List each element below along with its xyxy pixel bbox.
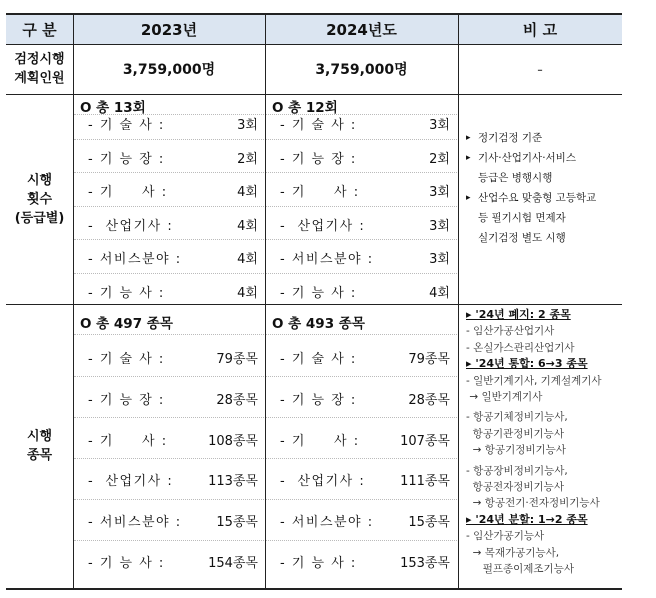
bullet-icon (466, 208, 478, 228)
list-item (88, 114, 258, 133)
item-label: - 기 능 사 : (280, 285, 357, 301)
item-divider (266, 172, 459, 173)
item-divider (266, 499, 459, 500)
remark-line: - 일반기계기사, 기계설계기사 (466, 374, 602, 387)
bullet-icon: ▸ (466, 133, 471, 143)
planned-label-line1: 검정시행 (14, 52, 65, 67)
item-value-2023: 4회 (237, 252, 258, 267)
item-value-2024: 79종목 (408, 352, 450, 367)
item-divider (266, 376, 459, 377)
row-divider (6, 94, 622, 95)
header-2024: 2024년도 (265, 14, 458, 44)
row-divider (6, 304, 622, 305)
item-divider (74, 139, 266, 140)
list-item (280, 114, 450, 133)
item-value-2024: 153종목 (400, 556, 450, 571)
item-label: - 서비스분야 : (88, 515, 182, 531)
item-label: - 기 술 사 : (88, 118, 165, 133)
item-value-2024: 2회 (429, 151, 450, 167)
planned-2023: 3,759,000명 (122, 62, 216, 78)
list-item (280, 552, 450, 571)
item-value-2023: 28종목 (216, 392, 258, 408)
sessions-label (6, 94, 73, 304)
remark-line (466, 128, 622, 148)
item-value-2023: 3회 (237, 118, 258, 133)
remark-line (466, 208, 622, 228)
item-label: - 기 능 사 : (88, 556, 165, 571)
item-label: - 산업기사 : (88, 474, 174, 490)
item-divider (266, 540, 459, 541)
list-item (280, 282, 450, 301)
remark-line: - 임산가공산업기사 (466, 325, 555, 338)
item-divider (74, 172, 266, 173)
header-remarks: 비 고 (458, 14, 622, 44)
remark-text: 실기검정 별도 시행 (478, 232, 566, 244)
heading-divider (266, 334, 459, 335)
list-item (280, 348, 450, 367)
sessions-total-2024: O 총 12회 (272, 100, 338, 116)
item-label: - 기 술 사 : (88, 352, 165, 367)
bullet-icon: ▸ (466, 193, 471, 203)
remark-line (466, 168, 622, 188)
item-divider (74, 540, 266, 541)
item-divider (74, 376, 266, 377)
remark-line: - 항공장비정비기능사, (466, 464, 568, 477)
list-item (88, 215, 258, 234)
remark-line (466, 228, 622, 248)
list-item (280, 181, 450, 200)
list-item (88, 181, 258, 200)
col-divider (458, 14, 459, 588)
item-divider (266, 139, 459, 140)
item-divider (74, 206, 266, 207)
subjects-label-line2: 종목 (26, 448, 53, 463)
item-divider (266, 206, 459, 207)
item-value-2024: 3회 (429, 185, 450, 200)
remark-line: 항공기관정비기능사 (466, 427, 564, 440)
list-item (280, 148, 450, 167)
row-divider (6, 44, 622, 45)
list-item (88, 282, 258, 301)
item-value-2023: 154종목 (208, 556, 258, 571)
subjects-remarks (466, 307, 622, 578)
remark-text: 기사·산업기사·서비스 (478, 152, 576, 164)
item-divider (266, 273, 459, 274)
bullet-icon: ▸ (466, 153, 471, 163)
planned-label-line2: 계획인원 (14, 71, 65, 86)
list-item (280, 511, 450, 530)
item-value-2024: 3회 (429, 252, 450, 267)
item-value-2024: 111종목 (400, 474, 450, 490)
bullet-icon (466, 228, 478, 248)
item-value-2023: 113종목 (208, 474, 258, 490)
item-divider (74, 239, 266, 240)
item-divider (266, 417, 459, 418)
remark-line: - 임산가공기능사 (466, 530, 545, 543)
subjects-label (6, 304, 73, 588)
remark-line: → 항공전기·전자정비기능사 (466, 497, 600, 510)
item-label: - 산업기사 : (88, 218, 174, 234)
item-value-2024: 28종목 (408, 392, 450, 408)
remark-line: - 온실가스관리산업기사 (466, 341, 575, 354)
item-value-2024: 3회 (429, 218, 450, 234)
item-value-2023: 4회 (237, 285, 258, 301)
table-top-border (6, 13, 622, 15)
item-label: - 산업기사 : (280, 474, 366, 490)
sessions-label-line1: 시행 (26, 172, 53, 188)
sessions-total-2023: O 총 13회 (80, 100, 146, 116)
heading-divider (74, 334, 266, 335)
item-label: - 기 사 : (280, 185, 360, 200)
item-label: - 서비스분야 : (88, 252, 182, 267)
remark-line: → 일반기계기사 (466, 391, 543, 404)
item-value-2023: 2회 (237, 151, 258, 167)
item-value-2024: 4회 (429, 285, 450, 301)
item-label: - 기 사 : (88, 433, 168, 449)
item-value-2023: 79종목 (216, 352, 258, 367)
remark-heading: ▸ '24년 통합: 6→3 종목 (466, 357, 588, 371)
planned-2024: 3,759,000명 (315, 62, 408, 78)
subjects-label-line1: 시행 (26, 429, 53, 444)
item-value-2024: 15종목 (408, 515, 450, 531)
remark-heading: ▸ '24년 폐지: 2 종목 (466, 308, 571, 321)
remark-line: - 항공기체정비기능사, (466, 411, 568, 424)
list-item (88, 389, 258, 408)
list-item (280, 215, 450, 234)
list-item (280, 470, 450, 489)
remark-line (466, 188, 622, 208)
remark-text: 등 필기시험 면제자 (478, 212, 566, 224)
header-2023: 2023년 (73, 14, 265, 44)
sessions-label-line3: (등급별) (14, 210, 65, 226)
table-bottom-border (6, 588, 622, 590)
list-item (88, 348, 258, 367)
bullet-icon (466, 168, 478, 188)
item-label: - 기 능 장 : (88, 392, 165, 408)
item-value-2023: 4회 (237, 185, 258, 200)
item-label: - 기 능 장 : (88, 151, 165, 167)
item-divider (266, 239, 459, 240)
item-label: - 기 사 : (88, 185, 168, 200)
list-item (88, 430, 258, 449)
remark-line: → 목재가공기능사, (466, 546, 560, 559)
item-value-2023: 108종목 (208, 433, 258, 449)
item-label: - 기 능 사 : (280, 556, 357, 571)
header-category: 구 분 (6, 14, 73, 44)
remark-line: 항공전자정비기능사 (466, 481, 564, 494)
planned-remarks: - (537, 59, 543, 79)
subjects-total-2023: O 총 497 종목 (80, 316, 173, 332)
item-label: - 산업기사 : (280, 218, 366, 234)
item-value-2023: 4회 (237, 218, 258, 234)
planned-label (6, 44, 73, 94)
col-divider (265, 14, 266, 588)
list-item (88, 511, 258, 530)
item-value-2024: 3회 (429, 118, 450, 133)
item-label: - 기 능 장 : (280, 392, 357, 408)
sessions-label-line2: 횟수 (26, 191, 53, 207)
item-label: - 기 술 사 : (280, 352, 357, 367)
remark-text: 산업수요 맞춤형 고등학교 (478, 192, 597, 204)
item-divider (74, 458, 266, 459)
list-item (280, 430, 450, 449)
remark-line (466, 148, 622, 168)
remark-text: 정기검정 기준 (478, 132, 543, 144)
list-item (88, 248, 258, 267)
item-label: - 기 술 사 : (280, 118, 357, 133)
remark-line: 펄프종이제조기능사 (466, 563, 574, 576)
item-value-2024: 107종목 (400, 433, 450, 449)
item-label: - 기 능 장 : (280, 151, 357, 167)
item-label: - 서비스분야 : (280, 252, 374, 267)
list-item (280, 248, 450, 267)
list-item (88, 148, 258, 167)
remark-heading: ▸ '24년 분할: 1→2 종목 (466, 512, 588, 526)
col-divider (73, 14, 74, 588)
list-item (88, 470, 258, 489)
item-value-2023: 15종목 (216, 515, 258, 531)
remark-text: 등급은 병행시행 (478, 172, 553, 184)
item-label: - 기 사 : (280, 433, 360, 449)
item-divider (74, 499, 266, 500)
remark-line: → 항공기정비기능사 (466, 444, 566, 457)
list-item (280, 389, 450, 408)
item-label: - 기 능 사 : (88, 285, 165, 301)
item-divider (74, 417, 266, 418)
subjects-total-2024: O 총 493 종목 (272, 316, 365, 332)
item-divider (266, 458, 459, 459)
list-item (88, 552, 258, 571)
item-divider (74, 273, 266, 274)
item-label: - 서비스분야 : (280, 515, 374, 531)
